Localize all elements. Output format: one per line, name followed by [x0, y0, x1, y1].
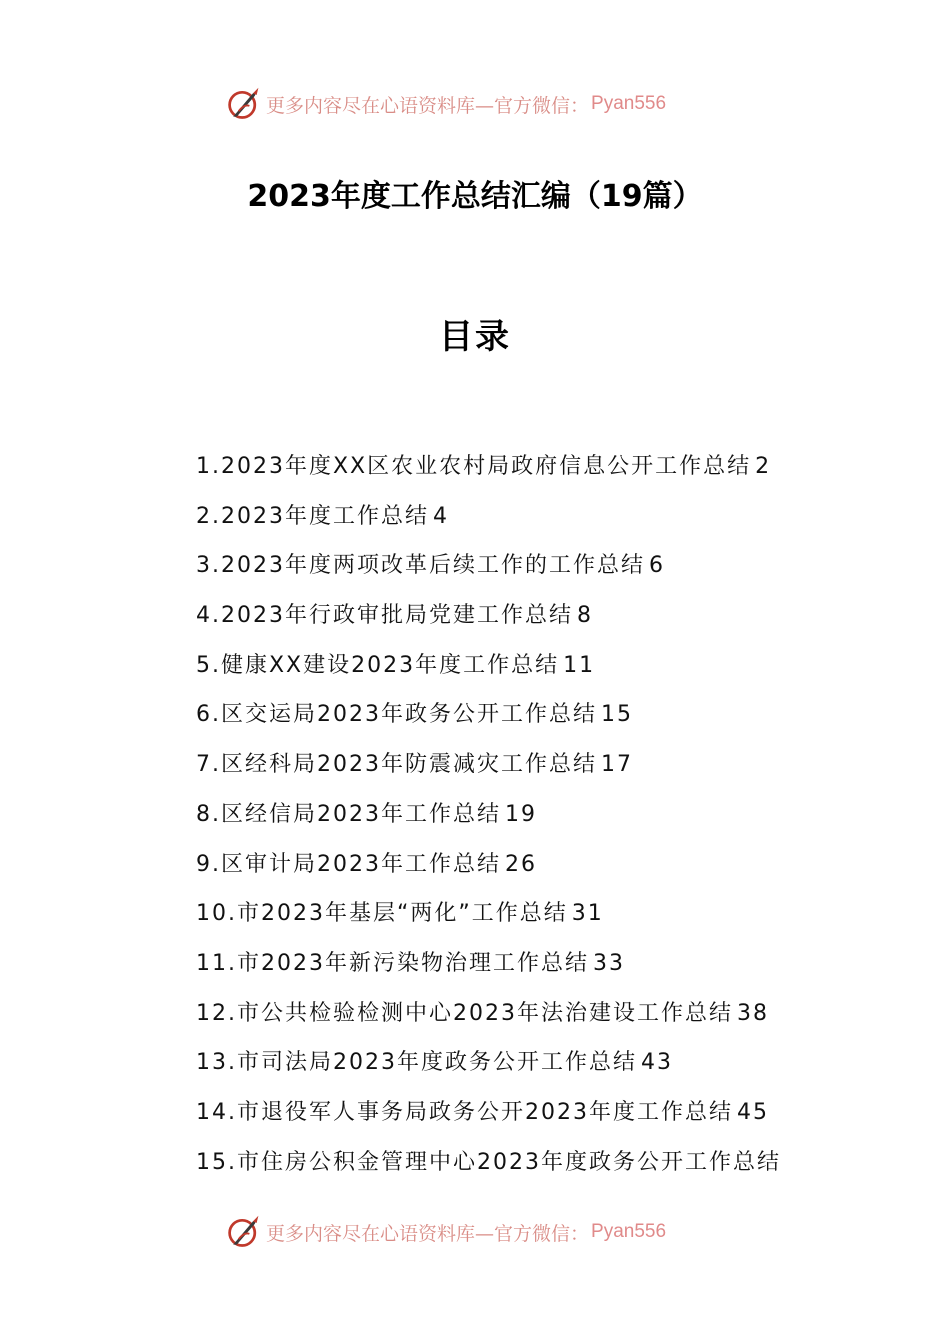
toc-entry-page: 38: [736, 1000, 769, 1026]
watermark-wechat-id: Pyan556: [591, 93, 667, 114]
toc-entry-title: 12.市公共检验检测中心2023年法治建设工作总结: [196, 1000, 733, 1026]
document-title: 2023年度工作总结汇编（19篇）: [247, 179, 703, 214]
toc-entry-page: 4: [432, 503, 449, 529]
toc-entry[interactable]: [196, 793, 916, 843]
watermark-wechat-id: Pyan556: [591, 1221, 667, 1242]
toc-entry-page: 31: [571, 901, 604, 927]
toc-entry[interactable]: [196, 495, 916, 545]
toc-entry-page: 11: [563, 652, 596, 678]
toc-entry-title: 3.2023年度两项改革后续工作的工作总结: [196, 553, 645, 579]
toc-entry-page: 19: [504, 801, 537, 827]
toc-entry[interactable]: [196, 743, 916, 793]
toc-entry-title: 2.2023年度工作总结: [196, 503, 429, 529]
toc-entry[interactable]: [196, 693, 916, 743]
watermark-text: 更多内容尽在心语资料库—官方微信：: [266, 1222, 590, 1245]
toc-entry-title: 11.市2023年新污染物治理工作总结: [196, 950, 589, 976]
footer-watermark: [226, 1212, 666, 1252]
toc-entry-page: 17: [600, 752, 633, 778]
toc-entry[interactable]: [196, 942, 916, 992]
toc-entry[interactable]: [196, 644, 916, 694]
quill-logo-icon: [226, 86, 262, 122]
toc-entry-title: 13.市司法局2023年度政务公开工作总结: [196, 1050, 637, 1076]
toc-entry-title: 10.市2023年基层“两化”工作总结: [196, 901, 568, 927]
toc-entry-page: 15: [600, 702, 633, 728]
toc-entry-page: 43: [640, 1050, 673, 1076]
toc-entry[interactable]: [196, 544, 916, 594]
toc-entry[interactable]: [196, 892, 916, 942]
toc-entry-title: 5.健康XX建设2023年度工作总结: [196, 652, 560, 678]
toc-entry[interactable]: [196, 992, 916, 1042]
toc-entry-title: 4.2023年行政审批局党建工作总结: [196, 603, 573, 629]
toc-entry-page: 33: [592, 950, 625, 976]
toc-entry[interactable]: [196, 1041, 916, 1091]
toc-entry[interactable]: [196, 1141, 916, 1191]
toc-entry-page: 6: [648, 553, 665, 579]
toc-entry-title: 6.区交运局2023年政务公开工作总结: [196, 702, 597, 728]
toc-entry[interactable]: [196, 843, 916, 893]
toc-entry-title: 15.市住房公积金管理中心2023年度政务公开工作总结: [196, 1149, 781, 1175]
toc-entry-page: 26: [504, 851, 537, 877]
toc-entry-title: 14.市退役军人事务局政务公开2023年度工作总结: [196, 1099, 733, 1125]
toc-entry-page: 2: [755, 454, 772, 479]
toc-heading: 目录: [439, 317, 511, 357]
header-watermark: [226, 84, 666, 124]
toc-entry-title: 1.2023年度XX区农业农村局政府信息公开工作总结: [196, 454, 752, 479]
toc-entry-title: 8.区经信局2023年工作总结: [196, 801, 501, 827]
toc-entry-title: 7.区经科局2023年防震减灾工作总结: [196, 752, 597, 778]
quill-logo-icon: [226, 1214, 262, 1250]
table-of-contents: [196, 445, 916, 1190]
toc-entry[interactable]: [196, 594, 916, 644]
toc-entry-title: 9.区审计局2023年工作总结: [196, 851, 501, 877]
toc-entry[interactable]: [196, 445, 916, 495]
toc-entry-page: 8: [576, 603, 593, 629]
watermark-text: 更多内容尽在心语资料库—官方微信：: [266, 94, 590, 117]
toc-entry-page: 45: [736, 1099, 769, 1125]
toc-entry[interactable]: [196, 1091, 916, 1141]
